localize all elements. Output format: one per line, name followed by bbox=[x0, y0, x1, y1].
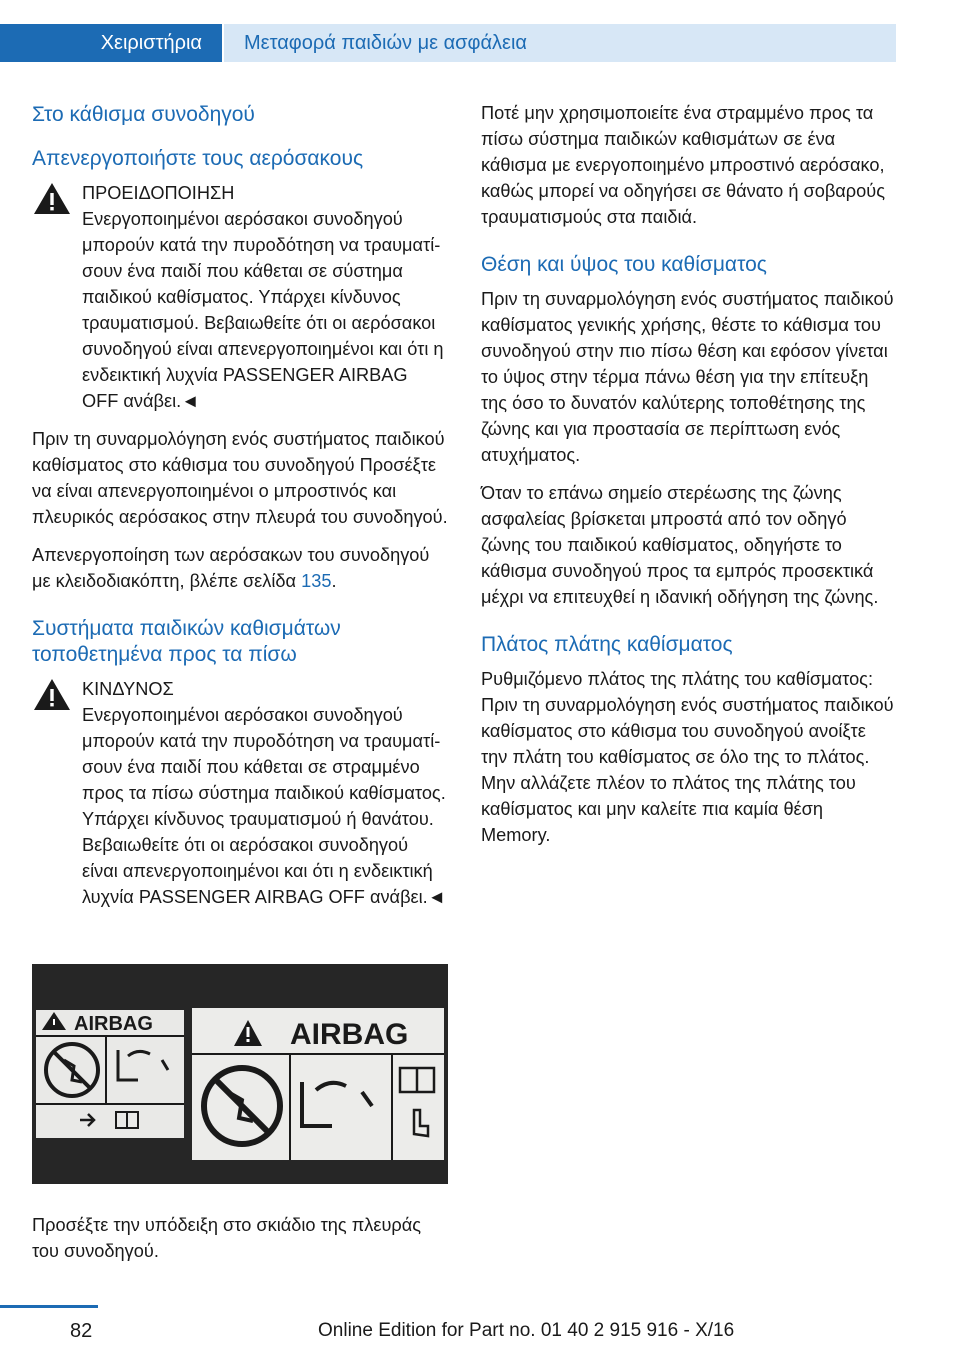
warning-block bbox=[32, 180, 448, 206]
danger-text bbox=[32, 702, 448, 910]
warning-triangle-icon bbox=[32, 181, 72, 216]
paragraph-never-use: Ποτέ μην χρησιμοποιείτε ένα στραμμένο προς τα πίσω σύστημα παιδικών καθισμάτων σε ένα κάθισμα με ενεργοποιημένο μπροστινό αερόσακο, καθώς μπορεί να οδηγήσει σε θάνατο ή σοβαρούς τραυματισμούς στα παιδιά. bbox=[481, 103, 885, 227]
airbag-large-text: AIRBAG bbox=[290, 1018, 409, 1051]
edition-info: Online Edition for Part no. 01 40 2 915 916 - X/16 bbox=[318, 1320, 735, 1341]
warning-text bbox=[32, 206, 448, 414]
key-switch-text: Απενεργοποίηση των αερόσακων του συνοδηγού με κλειδοδιακόπτη, βλέπε σελίδα bbox=[32, 545, 430, 591]
danger-text-body: Ενεργοποιημένοι αερόσακοι συνοδηγού μπορούν κατά την πυροδότηση να τραυματίσουν ένα παιδί που κάθεται σε στραμμένο προς τα πίσω σύστημα παιδικού καθίσματος. Υπάρχει κίνδυνος τραυματισμού ή θανάτου. Βεβαιωθείτε ότι οι αερόσακοι συνοδηγού είναι απενεργοποιημένοι και ότι η ενδεικτική λυχνία PASSENGER AIRBAG OFF ανάβει.◄ bbox=[82, 705, 446, 907]
warning-triangle-icon bbox=[32, 677, 72, 712]
tab-chapter[interactable]: Χειριστήρια bbox=[0, 24, 222, 62]
paragraph-key-switch bbox=[32, 542, 448, 594]
airbag-label-small bbox=[36, 1010, 184, 1138]
airbag-label-photo bbox=[32, 964, 448, 1184]
header-tabs bbox=[0, 0, 960, 62]
paragraph-position-2: Όταν το επάνω σημείο στερέωσης της ζώνης ασφαλείας βρίσκεται μπροστά από τον οδηγό ζώνης του παιδικού καθίσματος, οδηγήστε το κάθισμα συνοδηγού προς τα εμπρός προσεκτικά μέχρι να επιτευχθεί η ιδανική οδήγηση της ζώνης. bbox=[481, 483, 879, 607]
warning-text-body: Ενεργοποιημένοι αερόσακοι συνοδηγού μπορούν κατά την πυροδότηση να τραυματίσουν ένα παιδί που κάθεται σε σύστημα παιδικού καθίσματος. Υπάρχει κίνδυνος τραυματισμού. Βεβαιωθείτε ότι οι αερόσακοι συνοδηγού είναι απενεργοποιημένοι και ότι η ενδεικτική λυχνία PASSENGER AIRBAG OFF ανάβει.◄ bbox=[82, 209, 444, 411]
airbag-label-large bbox=[192, 1008, 444, 1160]
paragraph-position-1: Πριν τη συναρμολόγηση ενός συστήματος παιδικού καθίσματος γενικής χρήσης, θέστε το κάθισμα του συνοδηγού στην πιο πίσω θέση και εφόσον γίνεται το ύψος στην τέρμα πάνω θέση για την επίτευξη της όσο το δυνατόν καλύτερης τοποθέτησης της ζώνης και για προστασία σε περίπτωση ενός ατυχήματος. bbox=[481, 289, 894, 465]
heading-backrest-width: Πλάτος πλάτης καθίσματος bbox=[481, 633, 733, 656]
danger-block bbox=[32, 676, 448, 702]
footer-rule bbox=[0, 1305, 98, 1308]
airbag-small-text: AIRBAG bbox=[74, 1013, 153, 1035]
paragraph-before-install: Πριν τη συναρμολόγηση ενός συστήματος παιδικού καθίσματος στο κάθισμα του συνοδηγού Προσέξτε να είναι απενεργοποιημένοι ο μπροστινός και πλευρικός αερόσακος στην πλευρά του συνοδηγού. bbox=[32, 429, 448, 527]
photo-caption: Προσέξτε την υπόδειξη στο σκιάδιο της πλευράς του συνοδηγού. bbox=[32, 1215, 422, 1262]
heading-passenger-seat: Στο κάθισμα συνοδηγού bbox=[32, 103, 255, 126]
heading-rear-facing: Συστήματα παιδικών καθισμάτων τοποθετημένα προς τα πίσω bbox=[32, 617, 341, 666]
airbag-label-illustration bbox=[32, 964, 448, 1184]
tab-section[interactable]: Μεταφορά παιδιών με ασφάλεια bbox=[224, 24, 896, 62]
heading-seat-position: Θέση και ύψος του καθίσματος bbox=[481, 253, 767, 276]
key-switch-end: . bbox=[331, 571, 337, 591]
danger-label: ΚΙΝΔΥΝΟΣ bbox=[82, 679, 174, 699]
left-column bbox=[32, 100, 448, 922]
warning-label: ΠΡΟΕΙΔΟΠΟΙΗΣΗ bbox=[82, 183, 235, 203]
page-reference-link[interactable]: 135 bbox=[301, 571, 332, 591]
paragraph-backrest-width: Ρυθμιζόμενο πλάτος της πλάτης του καθίσματος: Πριν τη συναρμολόγηση ενός συστήματος παιδικού καθίσματος στο κάθισμα του συνοδηγού ανοίξτε την πλάτη του καθίσματος σε όλο της το πλάτος. Μην αλλάζετε πλέον το πλάτος της πλάτης του καθίσματος και μην καλείτε πια καμία θέση Memory. bbox=[481, 669, 894, 845]
page-number: 82 bbox=[70, 1320, 93, 1342]
right-column bbox=[481, 100, 897, 860]
heading-deactivate-airbags: Απενεργοποιήστε τους αερόσακους bbox=[32, 147, 364, 170]
